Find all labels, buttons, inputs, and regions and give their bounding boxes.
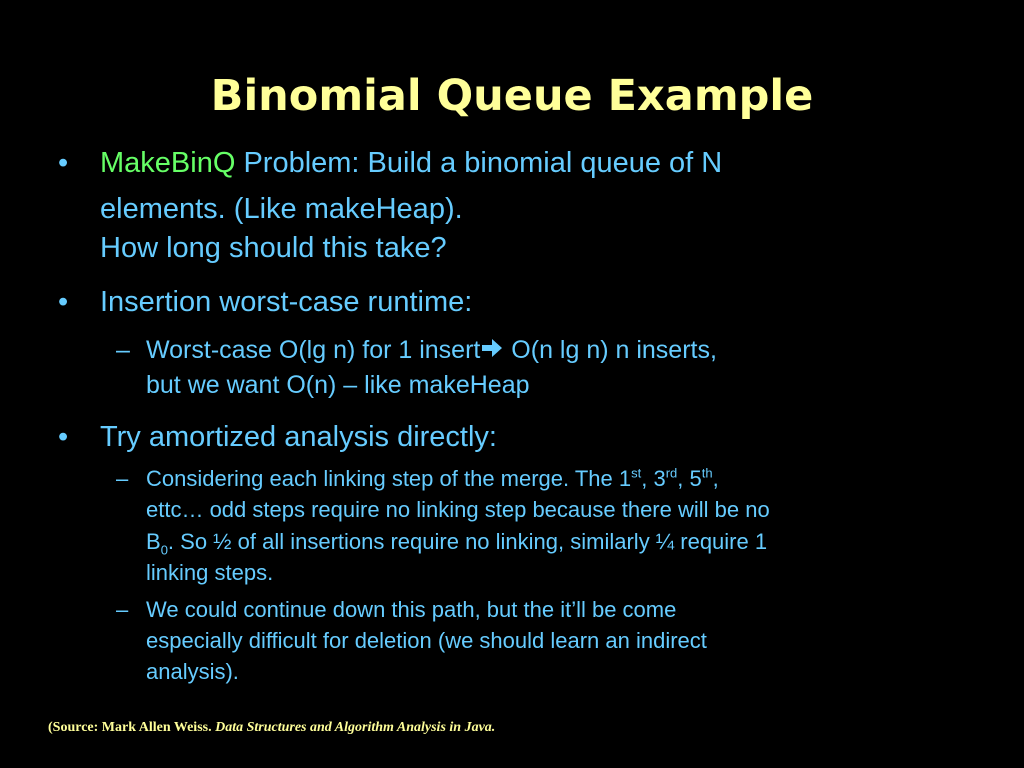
bullet-3-text: Try amortized analysis directly: xyxy=(100,421,497,453)
dash-marker: – xyxy=(116,336,130,364)
right-arrow-icon xyxy=(481,338,503,358)
sub-bullet-2-1-line-1 xyxy=(116,333,717,368)
sub-bullet-3-2-line-1 xyxy=(116,594,677,626)
sub-bullet-text: We could continue down this path, but the it’ll be come xyxy=(146,597,677,622)
source-book-title: Data Structures and Algorithm Analysis in Java. xyxy=(215,720,496,735)
bullet-marker: • xyxy=(58,421,69,453)
bullet-marker: • xyxy=(58,147,69,179)
bullet-marker: • xyxy=(58,286,69,318)
bullet-1-text: Problem: Build a binomial queue of N xyxy=(235,147,723,179)
bullet-1-line-3: How long should this take? xyxy=(100,232,447,264)
sub-bullet-3-2-line-2: especially difficult for deletion (we should learn an indirect xyxy=(146,628,707,653)
sub-bullet-text: O(n lg n) n inserts, xyxy=(504,336,717,364)
bullet-2 xyxy=(58,283,473,321)
sub-bullet-text: . So ½ of all insertions require no linking, similarly ¼ require 1 xyxy=(167,529,768,554)
sub-bullet-text: Worst-case O(lg n) for 1 insert xyxy=(146,336,481,364)
sub-bullet-text: , 3 xyxy=(641,466,666,491)
source-prefix: (Source: Mark Allen Weiss. xyxy=(48,720,216,735)
sub-bullet-text: , 5 xyxy=(677,466,702,491)
bullet-2-text: Insertion worst-case runtime: xyxy=(100,286,473,318)
makebinq-highlight: MakeBinQ xyxy=(100,147,236,179)
sub-bullet-3-1-line-1 xyxy=(116,463,719,495)
slide-title: Binomial Queue Example xyxy=(210,71,814,121)
subscript: 0 xyxy=(160,542,168,558)
superscript: rd xyxy=(665,465,678,481)
sub-bullet-3-1-line-2: ettc… odd steps require no linking step because there will be no xyxy=(146,497,770,522)
bullet-3 xyxy=(58,418,497,456)
sub-bullet-text: Considering each linking step of the merge. The 1 xyxy=(146,466,632,491)
dash-marker: – xyxy=(116,466,129,491)
superscript: th xyxy=(701,465,713,481)
source-citation xyxy=(48,720,495,736)
sub-bullet-text: , xyxy=(712,466,719,491)
bullet-1-line-1 xyxy=(58,144,723,182)
dash-marker: – xyxy=(116,597,129,622)
sub-bullet-2-1-line-2: but we want O(n) – like makeHeap xyxy=(146,371,530,399)
sub-bullet-text: B xyxy=(146,529,161,554)
sub-bullet-3-1-line-3 xyxy=(146,526,767,558)
sub-bullet-3-2-line-3: analysis). xyxy=(146,659,239,684)
bullet-1-line-2: elements. (Like makeHeap). xyxy=(100,193,463,225)
superscript: st xyxy=(631,465,642,481)
sub-bullet-3-1-line-4: linking steps. xyxy=(146,560,274,585)
